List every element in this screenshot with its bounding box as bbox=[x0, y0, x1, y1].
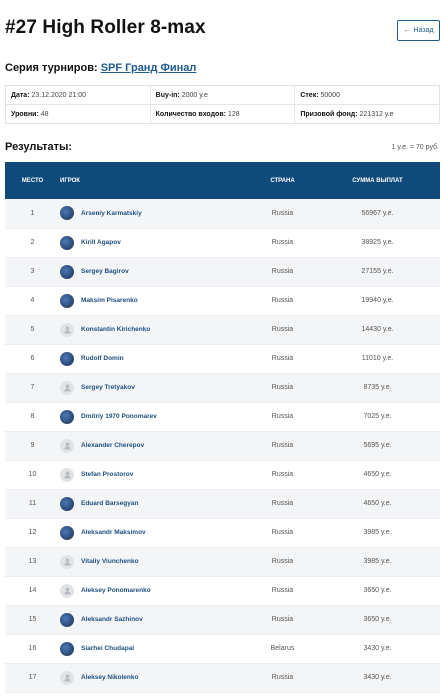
player-name-link[interactable]: Dmitriy 1970 Ponomarev bbox=[81, 413, 157, 420]
table-row bbox=[5, 257, 440, 286]
player-name-link[interactable]: Maksim Pisarenko bbox=[81, 297, 138, 304]
cell-place: 10 bbox=[5, 460, 60, 489]
cell-country: Russia bbox=[250, 199, 315, 228]
cell-prize: 4650 у.е. bbox=[315, 489, 440, 518]
cell-place: 15 bbox=[5, 605, 60, 634]
avatar bbox=[60, 410, 74, 424]
cell-country: Russia bbox=[250, 257, 315, 286]
player-name-link[interactable]: Alexander Cherepov bbox=[81, 442, 145, 449]
cell-place: 14 bbox=[5, 576, 60, 605]
table-row bbox=[5, 373, 440, 402]
table-row bbox=[5, 228, 440, 257]
player-name-link[interactable]: Vitaliy Viunchenko bbox=[81, 558, 139, 565]
avatar bbox=[60, 236, 74, 250]
player-name-link[interactable]: Kirill Agapov bbox=[81, 239, 121, 246]
cell-country: Russia bbox=[250, 431, 315, 460]
avatar bbox=[60, 294, 74, 308]
user-placeholder-icon bbox=[60, 671, 74, 685]
cell-country: Russia bbox=[250, 315, 315, 344]
cell-place: 11 bbox=[5, 489, 60, 518]
cell-prize: 38925 у.е. bbox=[315, 228, 440, 257]
header-prize: СУММА ВЫПЛАТ bbox=[352, 177, 403, 184]
cell-prize: 4650 у.е. bbox=[315, 460, 440, 489]
player-name-link[interactable]: Aleksandr Sazhinov bbox=[81, 616, 143, 623]
cell-player bbox=[60, 199, 250, 228]
user-placeholder-icon bbox=[60, 555, 74, 569]
cell-country: Russia bbox=[250, 547, 315, 576]
cell-prize: 27155 у.е. bbox=[315, 257, 440, 286]
header-place: МЕСТО bbox=[21, 177, 44, 184]
player-name-link[interactable]: Sergey Bagirov bbox=[81, 268, 129, 275]
cell-player bbox=[60, 431, 250, 460]
cell-prize: 19940 у.е. bbox=[315, 286, 440, 315]
info-prize-pool: Призовой фонд: 221312 у.е bbox=[295, 105, 440, 124]
player-name-link[interactable]: Konstantin Kirichenko bbox=[81, 326, 151, 333]
table-row bbox=[5, 547, 440, 576]
cell-player bbox=[60, 605, 250, 634]
player-name-link[interactable]: Siarhei Chudapal bbox=[81, 645, 135, 652]
cell-player bbox=[60, 663, 250, 692]
table-row bbox=[5, 489, 440, 518]
info-buyin: Buy-in: 2000 у.е bbox=[150, 86, 295, 105]
cell-place: 13 bbox=[5, 547, 60, 576]
cell-prize: 56967 у.е. bbox=[315, 199, 440, 228]
cell-country: Russia bbox=[250, 489, 315, 518]
results-heading: Результаты: bbox=[5, 141, 73, 153]
exchange-rate: 1 у.е. = 70 руб. bbox=[391, 144, 439, 151]
avatar bbox=[60, 352, 74, 366]
info-stack: Стек: 50000 bbox=[295, 86, 440, 105]
back-button-label: Назад bbox=[413, 27, 434, 34]
table-row bbox=[5, 402, 440, 431]
cell-player bbox=[60, 634, 250, 663]
player-name-link[interactable]: Sergey Tretyakov bbox=[81, 384, 135, 391]
cell-player bbox=[60, 228, 250, 257]
header-country: СТРАНА bbox=[270, 177, 295, 184]
cell-country: Russia bbox=[250, 605, 315, 634]
cell-country: Belarus bbox=[250, 634, 315, 663]
cell-player bbox=[60, 257, 250, 286]
cell-prize: 3430 у.е. bbox=[315, 663, 440, 692]
cell-player bbox=[60, 489, 250, 518]
cell-place: 9 bbox=[5, 431, 60, 460]
cell-place: 6 bbox=[5, 344, 60, 373]
cell-country: Russia bbox=[250, 460, 315, 489]
cell-place: 3 bbox=[5, 257, 60, 286]
avatar bbox=[60, 206, 74, 220]
cell-player bbox=[60, 518, 250, 547]
table-row bbox=[5, 344, 440, 373]
cell-country: Russia bbox=[250, 228, 315, 257]
table-row bbox=[5, 605, 440, 634]
table-row bbox=[5, 576, 440, 605]
series-link[interactable]: SPF Гранд Финал bbox=[100, 62, 197, 74]
table-row bbox=[5, 663, 440, 692]
results-table bbox=[5, 162, 440, 693]
cell-player bbox=[60, 344, 250, 373]
cell-prize: 8735 у.е. bbox=[315, 373, 440, 402]
table-row bbox=[5, 634, 440, 663]
back-button[interactable] bbox=[397, 20, 440, 41]
cell-place: 8 bbox=[5, 402, 60, 431]
cell-prize: 3430 у.е. bbox=[315, 634, 440, 663]
table-row bbox=[5, 199, 440, 228]
user-placeholder-icon bbox=[60, 439, 74, 453]
user-placeholder-icon bbox=[60, 468, 74, 482]
cell-country: Russia bbox=[250, 344, 315, 373]
user-placeholder-icon bbox=[60, 323, 74, 337]
player-name-link[interactable]: Eduard Barsegyan bbox=[81, 500, 139, 507]
table-row bbox=[5, 460, 440, 489]
arrow-left-icon: ← bbox=[403, 27, 411, 34]
cell-country: Russia bbox=[250, 576, 315, 605]
info-entries: Количество входов: 128 bbox=[150, 105, 295, 124]
cell-place: 4 bbox=[5, 286, 60, 315]
avatar bbox=[60, 613, 74, 627]
cell-country: Russia bbox=[250, 286, 315, 315]
info-date: Дата: 23.12.2020 21:00 bbox=[6, 86, 151, 105]
page-title: #27 High Roller 8-max bbox=[5, 17, 206, 38]
cell-prize: 11010 у.е. bbox=[315, 344, 440, 373]
cell-place: 5 bbox=[5, 315, 60, 344]
cell-prize: 3985 у.е. bbox=[315, 547, 440, 576]
cell-place: 7 bbox=[5, 373, 60, 402]
cell-player bbox=[60, 460, 250, 489]
header-player: ИГРОК bbox=[60, 177, 80, 184]
table-row bbox=[5, 431, 440, 460]
avatar bbox=[60, 526, 74, 540]
cell-prize: 3650 у.е. bbox=[315, 576, 440, 605]
cell-prize: 14430 у.е. bbox=[315, 315, 440, 344]
info-levels: Уровни: 48 bbox=[6, 105, 151, 124]
cell-player bbox=[60, 286, 250, 315]
player-name-link[interactable]: Stefan Prostorov bbox=[81, 471, 134, 478]
player-name-link[interactable]: Rudolf Domin bbox=[81, 355, 124, 362]
player-name-link[interactable]: Aleksey Ponomarenko bbox=[81, 587, 151, 594]
player-name-link[interactable]: Arseniy Karmatskiy bbox=[81, 209, 142, 217]
cell-country: Russia bbox=[250, 518, 315, 547]
cell-prize: 3650 у.е. bbox=[315, 605, 440, 634]
tournament-info-table bbox=[5, 85, 440, 124]
cell-place: 2 bbox=[5, 228, 60, 257]
cell-prize: 3985 у.е. bbox=[315, 518, 440, 547]
cell-player bbox=[60, 373, 250, 402]
cell-player bbox=[60, 547, 250, 576]
table-row bbox=[5, 518, 440, 547]
cell-place: 16 bbox=[5, 634, 60, 663]
avatar bbox=[60, 497, 74, 511]
cell-place: 1 bbox=[5, 199, 60, 228]
table-row bbox=[5, 286, 440, 315]
user-placeholder-icon bbox=[60, 381, 74, 395]
cell-place: 17 bbox=[5, 663, 60, 692]
avatar bbox=[60, 265, 74, 279]
avatar bbox=[60, 642, 74, 656]
cell-player bbox=[60, 315, 250, 344]
cell-country: Russia bbox=[250, 663, 315, 692]
cell-country: Russia bbox=[250, 373, 315, 402]
cell-player bbox=[60, 576, 250, 605]
series-label: Серия турниров: bbox=[5, 62, 98, 74]
cell-prize: 5695 у.е. bbox=[315, 431, 440, 460]
player-name-link[interactable]: Aleksey Nikolenko bbox=[81, 674, 139, 681]
cell-player bbox=[60, 402, 250, 431]
cell-prize: 7025 у.е. bbox=[315, 402, 440, 431]
user-placeholder-icon bbox=[60, 584, 74, 598]
table-row bbox=[5, 315, 440, 344]
player-name-link[interactable]: Aleksandr Maksimov bbox=[81, 529, 146, 536]
results-header-row bbox=[5, 162, 440, 199]
cell-country: Russia bbox=[250, 402, 315, 431]
tournament-series bbox=[5, 62, 196, 74]
cell-place: 12 bbox=[5, 518, 60, 547]
